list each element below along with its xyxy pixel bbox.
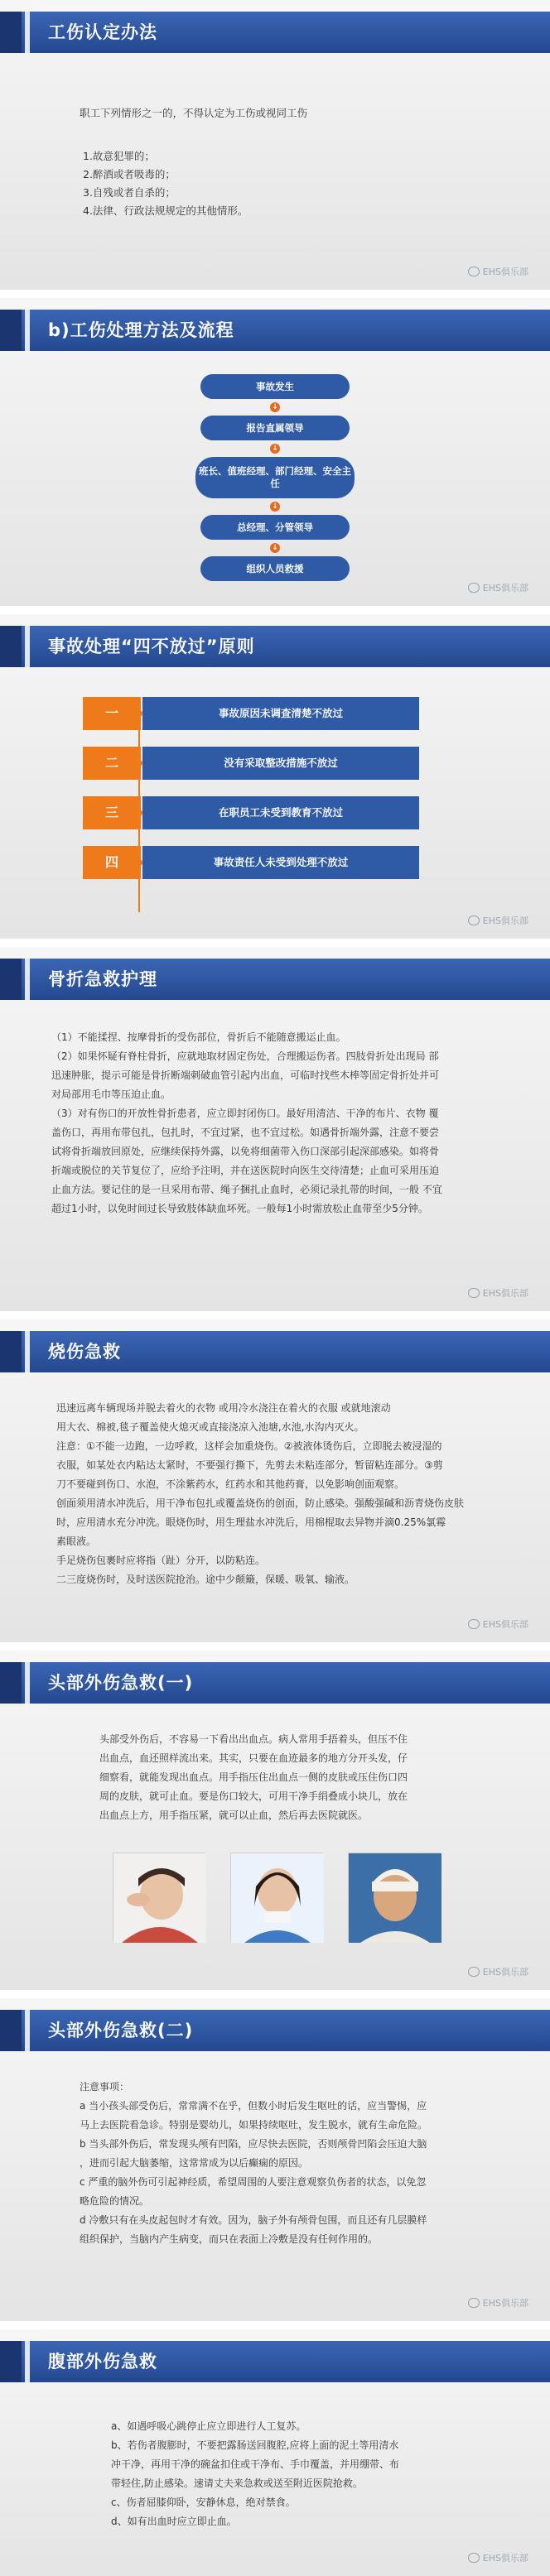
- title-accent: [0, 310, 22, 351]
- text-line: a 当小孩头部受伤后，常常满不在乎，但数小时后发生呕吐的话，应当警惕，应: [80, 2100, 427, 2112]
- text-line: 迅速肿胀，提示可能是骨折断端刺破血管引起内出血，可临时找些木棒等固定骨折处并可: [51, 1069, 440, 1081]
- text-line: 细察看，就能发现出血点。用手指压住出血点一侧的皮肤或压住伤口四: [99, 1771, 408, 1783]
- text-line: 折端或脱位的关节复位了，应给予注明，并在送医院时向医生交待清楚；止血可采用压迫: [51, 1165, 440, 1176]
- watermark-text: EHS俱乐部: [482, 267, 528, 277]
- wechat-icon: [468, 267, 480, 276]
- slide-title: b)工伤处理方法及流程: [48, 320, 234, 340]
- title-stripe: [25, 1331, 30, 1372]
- text-line: d、如有出血时应立即止血。: [111, 2516, 237, 2527]
- list-item: 3.自残或者自杀的；: [83, 186, 176, 199]
- down-arrow-icon: ↓: [270, 444, 280, 454]
- list-item: 2.醉酒或者吸毒的；: [83, 168, 176, 180]
- text-line: 手足烧伤包裹时应将指（趾）分开，以防粘连。: [56, 1555, 266, 1566]
- text-line: c、伤者屈膝仰卧，安静休息，绝对禁食。: [111, 2497, 296, 2508]
- intro-text: 职工下列情形之一的，不得认定为工伤或视同工伤: [80, 107, 308, 119]
- slide-process-flow: [0, 298, 550, 606]
- text-line: 迅速远离车辆现场并脱去着火的衣物 或用冷水浇注在着火的衣服 或就地滚动: [56, 1402, 391, 1414]
- flow-step: 报告直属领导: [200, 416, 350, 440]
- watermark-text: EHS俱乐部: [482, 1619, 528, 1630]
- slide-fracture-care: [0, 947, 550, 1311]
- wechat-icon: [468, 916, 480, 925]
- text-line: 对局部用毛巾等压迫止血。: [51, 1089, 171, 1100]
- body-text: [56, 1399, 464, 1589]
- slide-title: 工伤认定办法: [48, 22, 157, 42]
- watermark-text: EHS俱乐部: [482, 583, 528, 594]
- watermark: [468, 2551, 528, 2564]
- title-accent: [0, 2341, 22, 2382]
- text-line: 超过1小时，以免时间过长导致肢体缺血坏死。一般每1小时需放松止血带至少5分钟。: [51, 1203, 428, 1214]
- text-line: b 当头部外伤后，常发现头颅有凹陷，应尽快去医院，否则颅骨凹陷会压迫大脑: [80, 2138, 427, 2150]
- slide-head-injury-1: [0, 1651, 550, 1990]
- slide-title: 烧伤急救: [48, 1342, 121, 1362]
- watermark-text: EHS俱乐部: [482, 1967, 528, 1978]
- wechat-icon: [468, 2298, 480, 2308]
- title-bar: [0, 2010, 550, 2051]
- text-line: 头部受外伤后，不容易一下看出出血点。病人常用手捂着头，但压不住: [99, 1733, 408, 1745]
- slide-title: 头部外伤急救(一): [48, 1673, 194, 1693]
- photo-neck-bandage: [230, 1853, 323, 1942]
- title-bar: [0, 2341, 550, 2382]
- text-line: （1）不能揉捏、按摩骨折的受伤部位，骨折后不能随意搬运止血。: [51, 1031, 346, 1043]
- watermark: [468, 914, 528, 927]
- wechat-icon: [468, 1619, 480, 1629]
- slide-work-injury-rules: [0, 0, 550, 290]
- text-line: a、如遇呼吸心跳停止应立即进行人工复苏。: [111, 2420, 306, 2432]
- text-line: （2）如果怀疑有脊柱骨折，应就地取材固定伤处，合理搬运伤者。四肢骨折处出现局 部: [51, 1050, 439, 1062]
- slide-title: 腹部外伤急救: [48, 2352, 157, 2372]
- slide-four-principles: [0, 614, 550, 939]
- watermark: [468, 2296, 528, 2309]
- rule-dot: [136, 859, 142, 866]
- title-bar: [0, 626, 550, 667]
- rule-number: 一: [83, 697, 141, 730]
- watermark-text: EHS俱乐部: [482, 1288, 528, 1299]
- title-stripe: [25, 626, 30, 667]
- title-bar: [0, 959, 550, 1000]
- text-line: 衣服，如某处衣内粘达太紧时，不要强行撕下，先剪去未粘连部分，暂留粘连部分。③剪: [56, 1459, 443, 1471]
- text-line: 出血点，血还照样流出来。其实，只要在血迹最多的地方分开头发，仔: [99, 1752, 408, 1764]
- text-line: 刀不要碰到伤口、水泡，不涂紫药水，红药水和其他药膏，以免影响创面观察。: [56, 1478, 405, 1490]
- title-accent: [0, 1662, 22, 1704]
- rule-text: 事故原因未调查清楚不放过: [142, 697, 419, 730]
- text-line: c 严重的脑外伤可引起神经质，希望周围的人要注意观察负伤者的状态，以免忽: [80, 2176, 427, 2188]
- title-accent: [0, 12, 22, 53]
- text-line: 用大衣、棉被,毯子覆盖使火熄灭或直接浇凉入池塘,水池,水沟内灭火。: [56, 1421, 364, 1433]
- watermark: [468, 1965, 528, 1978]
- rule-text: 在职员工未受到教育不放过: [142, 796, 419, 829]
- text-line: 素眼液。: [56, 1536, 97, 1547]
- rule-number: 三: [83, 796, 141, 829]
- wechat-icon: [468, 2553, 480, 2563]
- text-line: 带轻住,防止感染。速请丈夫来急救或送至附近医院抢救。: [111, 2477, 363, 2489]
- body-text: [99, 1730, 408, 1825]
- title-accent: [0, 959, 22, 1000]
- rule-text: 没有采取整改措施不放过: [142, 747, 419, 780]
- down-arrow-icon: ↓: [270, 402, 280, 412]
- watermark: [468, 265, 528, 278]
- text-line: 冲干净，再用干净的碗盆扣住或干净布、手巾覆盖，并用绷带、布: [111, 2458, 400, 2470]
- title-accent: [0, 2010, 22, 2051]
- wechat-icon: [468, 1967, 480, 1977]
- rule-dot: [136, 710, 142, 717]
- text-line: 周的皮肤，就可止血。要是伤口较大，可用干净手绢叠成小块儿，放在: [99, 1790, 408, 1802]
- flow-step: 总经理、分管领导: [200, 515, 350, 540]
- title-stripe: [25, 1662, 30, 1704]
- text-line: 试将骨折端放回原处，应继续保持外露，以免将细菌带入伤口深部引起深部感染。如将骨: [51, 1146, 440, 1157]
- list-item: 4.法律、行政法规规定的其他情形。: [83, 204, 248, 217]
- slide-head-injury-2: [0, 1998, 550, 2321]
- down-arrow-icon: ↓: [270, 502, 280, 512]
- title-bar: [0, 310, 550, 351]
- watermark: [468, 1286, 528, 1300]
- rule-number: 四: [83, 846, 141, 879]
- wechat-icon: [468, 583, 480, 593]
- title-stripe: [25, 959, 30, 1000]
- text-line: 注意：①不能一边跑，一边呼救，这样会加重烧伤。②被液体烫伤后，立即脱去被浸湿的: [56, 1440, 442, 1452]
- watermark-text: EHS俱乐部: [482, 2298, 528, 2309]
- title-accent: [0, 1331, 22, 1372]
- text-line: 止血方法。要记住的是一旦采用布带、绳子捆扎止血时，必须记录扎带的时间，一般 不宜: [51, 1184, 442, 1195]
- slide-burn-first-aid: [0, 1319, 550, 1642]
- flow-step: 组织人员救援: [200, 556, 350, 581]
- flow-step: 班长、值班经理、部门经理、安全主任: [195, 457, 355, 498]
- rule-text: 事故责任人未受到处理不放过: [142, 846, 419, 879]
- title-stripe: [25, 2010, 30, 2051]
- photo-head-wound-care: [113, 1853, 205, 1942]
- rule-dot: [136, 810, 142, 816]
- text-line: b、若伤者腹膨时，不要把露肠送回腹腔,应将上面的泥土等用清水: [111, 2439, 399, 2451]
- title-stripe: [25, 2341, 30, 2382]
- rule-number: 二: [83, 747, 141, 780]
- title-stripe: [25, 310, 30, 351]
- text-line: 略危险的情况。: [80, 2195, 150, 2207]
- title-accent: [0, 626, 22, 667]
- slide-abdominal-injury: [0, 2329, 550, 2576]
- text-line: 注意事项：: [80, 2081, 130, 2093]
- title-bar: [0, 12, 550, 53]
- flow-step: 事故发生: [200, 374, 350, 399]
- down-arrow-icon: ↓: [270, 543, 280, 553]
- body-text: [51, 1028, 442, 1218]
- text-line: （3）对有伤口的开放性骨折患者，应立即封闭伤口。最好用清洁、干净的布片、衣物 覆: [51, 1108, 439, 1119]
- watermark-text: EHS俱乐部: [482, 916, 528, 926]
- slide-title: 事故处理“四不放过”原则: [48, 637, 255, 656]
- text-line: d 冷敷只有在头皮起包时才有效。因为，脑子外有颅骨包围，而且还有几层膜样: [80, 2214, 427, 2226]
- slide-title: 骨折急救护理: [48, 969, 157, 989]
- list-item: 1.故意犯罪的；: [83, 150, 155, 162]
- text-line: 二三度烧伤时，及时送医院抢治。途中少颠簸，保暖、吸氧、输液。: [56, 1574, 355, 1585]
- watermark-text: EHS俱乐部: [482, 2553, 528, 2564]
- text-line: 创面须用清水冲洗后，用干净布包扎或覆盖烧伤的创面，防止感染。强酸强碱和沥青烧伤皮肤: [56, 1497, 465, 1509]
- watermark: [468, 1617, 528, 1631]
- text-line: ，进而引起大脑萎缩，这常常成为以后癫痫的原因。: [80, 2157, 309, 2169]
- rule-dot: [136, 760, 142, 767]
- photo-head-bandage: [348, 1853, 441, 1942]
- title-bar: [0, 1662, 550, 1704]
- wechat-icon: [468, 1288, 480, 1298]
- text-line: 时，应用清水充分冲洗。眼烧伤时，用生理盐水冲洗后，用棉棍取去异物并滴0.25%氯霉: [56, 1516, 446, 1528]
- text-line: 马上去医院看急诊。特别是婴幼儿，如果持续呕吐，发生脱水，就有生命危险。: [80, 2119, 428, 2131]
- body-text: [111, 2417, 399, 2531]
- text-line: 出血点上方，用手指压紧，就可以止血，然后再去医院就医。: [99, 1809, 369, 1821]
- body-text: [80, 2078, 427, 2249]
- slide-title: 头部外伤急救(二): [48, 2021, 194, 2040]
- text-line: 盖伤口，再用布带包扎，包扎时，不宜过紧，也不宜过松。如遇骨折端外露，注意不要尝: [51, 1127, 440, 1138]
- title-bar: [0, 1331, 550, 1372]
- watermark: [468, 581, 528, 594]
- title-stripe: [25, 12, 30, 53]
- text-line: 组织保护，当脑内产生病变，而只在表面上冷敷是没有任何作用的。: [80, 2233, 379, 2245]
